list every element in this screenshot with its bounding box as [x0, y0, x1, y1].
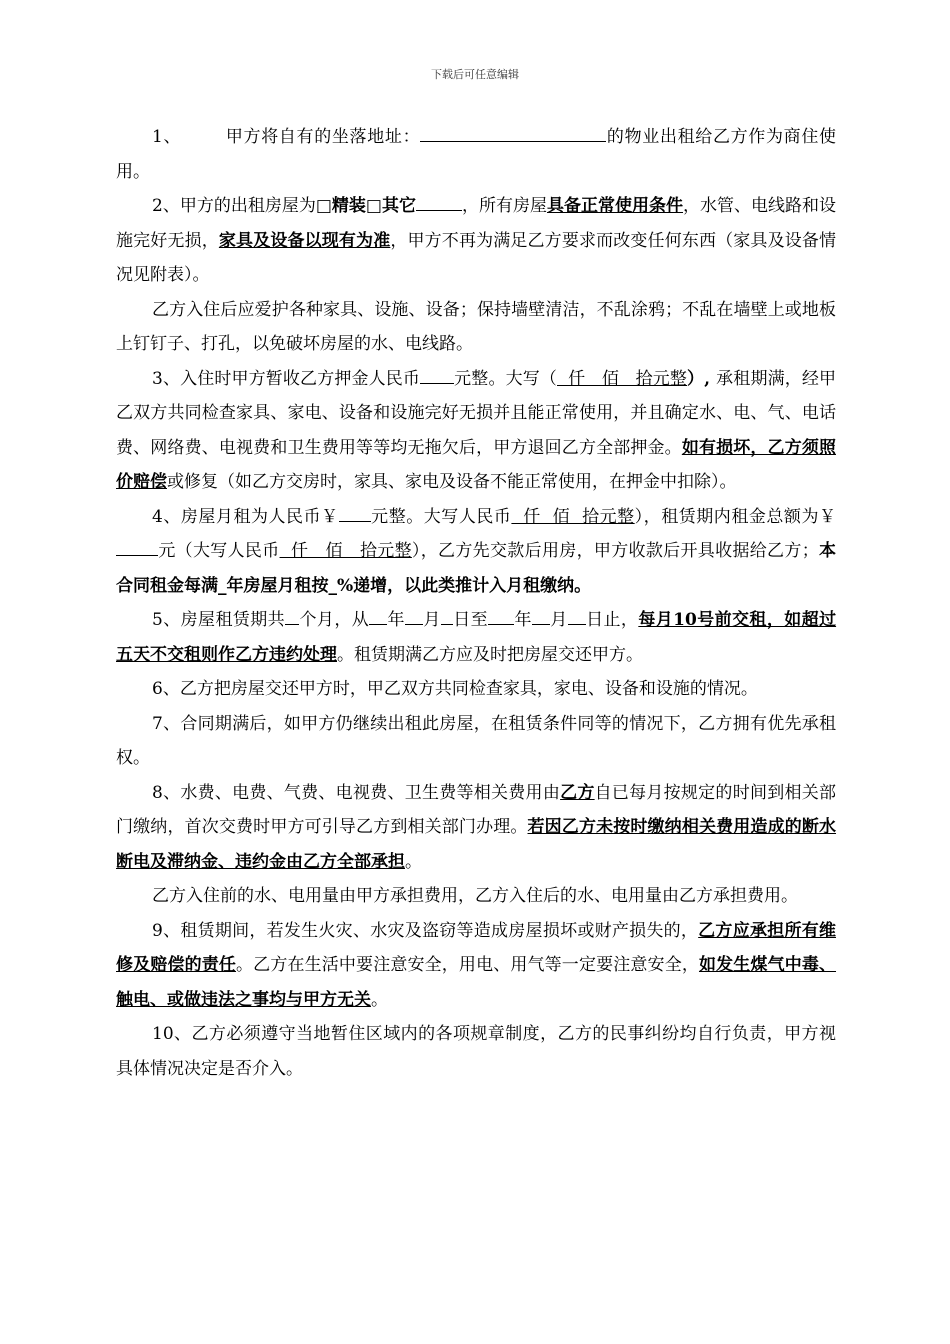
- clause-3: 3、入住时甲方暂收乙方押金人民币 元整。大写（ 仟 佰 拾元整）, 承租期满，经甲乙双方共同检查家具、家电、设备和设施完好无损并且能正常使用，并且确定水、电、气、电话费、网络费、电视费和卫生费用等等均无拖欠后，甲方退回乙方全部押金。如有损坏，乙方须照价赔偿或修复（如乙方交房时，家具、家电及设备不能正常使用，在押金中扣除）。: [116, 362, 836, 500]
- deposit-blank: [420, 366, 454, 384]
- clause-7: 7、合同期满后，如甲方仍继续出租此房屋，在租赁条件同等的情况下，乙方拥有优先承租权。: [116, 713, 836, 768]
- contract-body: [116, 120, 836, 1086]
- address-blank: [420, 124, 606, 142]
- monthly-rent-blank: [339, 504, 371, 522]
- total-rent-blank: [116, 538, 158, 556]
- clause-10: 10、乙方必须遵守当地暂住区域内的各项规章制度，乙方的民事纠纷均自行负责，甲方视具体情况决定是否介入。: [116, 1024, 836, 1079]
- clause-5: 5、房屋租赁期共 个月，从 年 月 日至 年 月 日止，每月10号前交租，如超过五天不交租则作乙方违约处理。租赁期满乙方应及时把房屋交还甲方。: [116, 603, 836, 672]
- page-header-note: 下载后可任意编辑: [431, 68, 519, 81]
- clause-1: 1、 甲方将自有的坐落地址： 的物业出租给乙方作为商住使用。: [116, 120, 836, 189]
- other-type-blank: [416, 193, 462, 211]
- clause-8: 8、水费、电费、气费、电视费、卫生费等相关费用由乙方自已每月按规定的时间到相关部门缴纳，首次交费时甲方可引导乙方到相关部门办理。若因乙方未按时缴纳相关费用造成的断水断电及滞纳金、违约金由乙方全部承担。: [116, 782, 837, 872]
- clause-8b: 乙方入住前的水、电用量由甲方承担费用，乙方入住后的水、电用量由乙方承担费用。: [152, 886, 798, 906]
- clause-2: 2、甲方的出租房屋为□精装□其它 ，所有房屋具备正常使用条件，水管、电线路和设施完好无损，家具及设备以现有为准，甲方不再为满足乙方要求而改变任何东西（家具及设备情况见附表）。: [116, 189, 836, 293]
- clause-6: 6、乙方把房屋交还甲方时，甲乙双方共同检查家具，家电、设备和设施的情况。: [152, 679, 758, 699]
- clause-4: 4、房屋月租为人民币￥ 元整。大写人民币 仟 佰 拾元整），租赁期内租金总额为￥元（大写人民币 仟 佰 拾元整），乙方先交款后用房，甲方收款后开具收据给乙方；本合同租金每满_年房屋月租按_%递增，以此类推计入月租缴纳。: [116, 500, 836, 604]
- clause-2b: 乙方入住后应爱护各种家具、设施、设备；保持墙壁清洁，不乱涂鸦；不乱在墙壁上或地板上钉钉子、打孔，以免破坏房屋的水、电线路。: [116, 299, 836, 354]
- clause-9: 9、租赁期间，若发生火灾、水灾及盗窃等造成房屋损坏或财产损失的，乙方应承担所有维修及赔偿的责任。乙方在生活中要注意安全，用电、用气等一定要注意安全，如发生煤气中毒、触电、或做违法之事均与甲方无关。: [116, 920, 837, 1010]
